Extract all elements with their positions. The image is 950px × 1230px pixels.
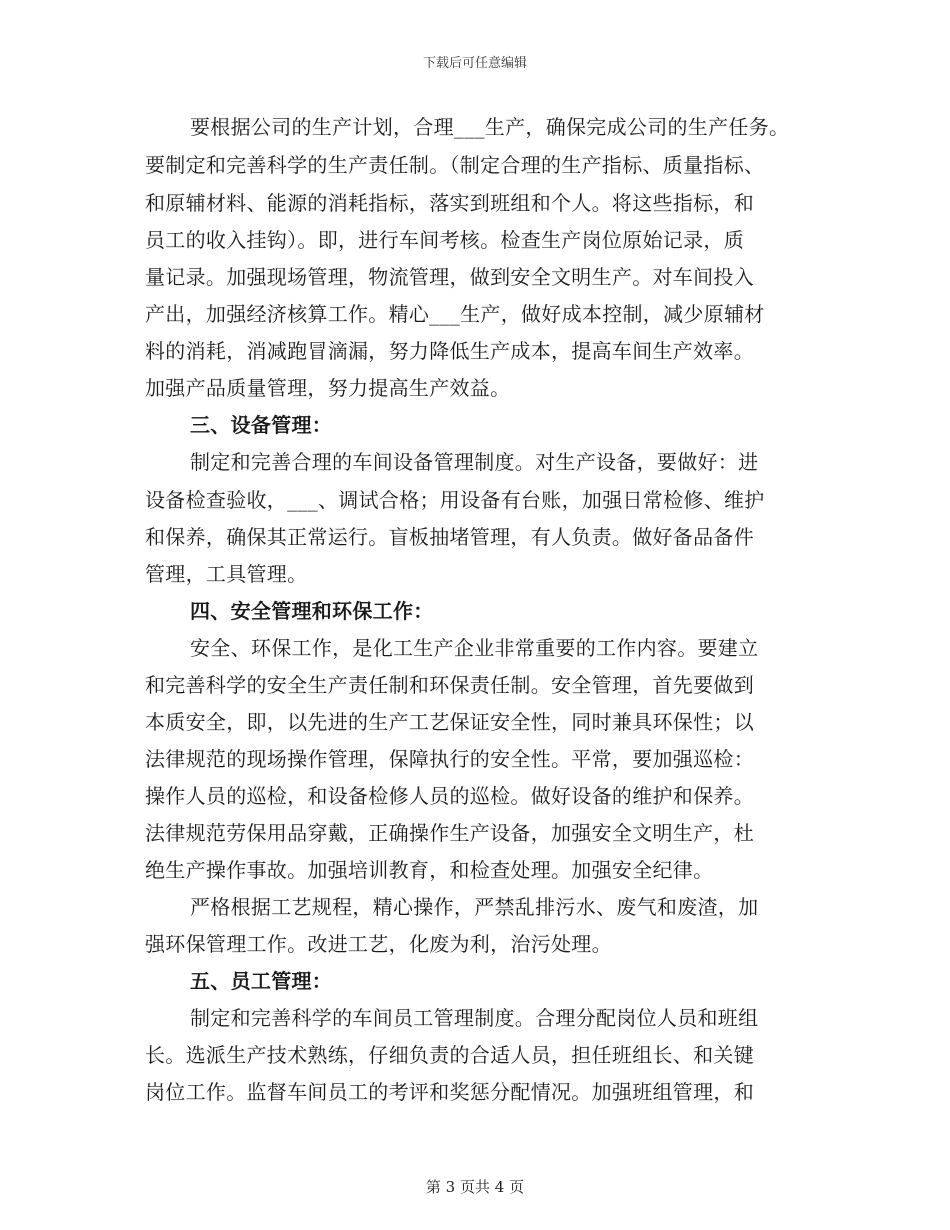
section-heading-staff: 五、员工管理： [190, 969, 333, 993]
paragraph-line: 管理，工具管理。 [145, 562, 308, 586]
paragraph-line: 法律规范劳保用品穿戴，正确操作生产设备，加强安全文明生产，杜 [145, 821, 754, 845]
paragraph-line: 加强产品质量管理，努力提高生产效益。 [145, 376, 511, 400]
paragraph-line: 量记录。加强现场管理，物流管理，做到安全文明生产。对车间投入 [145, 265, 754, 289]
paragraph-line: 严格根据工艺规程，精心操作，严禁乱排污水、废气和废渣，加 [190, 895, 759, 919]
paragraph-line: 和保养，确保其正常运行。盲板抽堵管理，有人负责。做好备品备件 [145, 525, 754, 549]
paragraph-line: 本质安全，即，以先进的生产工艺保证安全性，同时兼具环保性；以 [145, 710, 754, 734]
section-heading-equipment: 三、设备管理： [190, 413, 333, 437]
paragraph-line: 员工的收入挂钩）。即，进行车间考核。检查生产岗位原始记录，质 [145, 228, 744, 252]
paragraph-line: 绝生产操作事故。加强培训教育，和检查处理。加强安全纪律。 [145, 858, 714, 882]
paragraph-line: 岗位工作。监督车间员工的考评和奖惩分配情况。加强班组管理，和 [145, 1080, 754, 1104]
page-number: 第 3 页共 4 页 [425, 1178, 525, 1196]
section-heading-safety: 四、安全管理和环保工作： [190, 599, 434, 623]
paragraph-line: 强环保管理工作。改进工艺，化废为利，治污处理。 [145, 932, 612, 956]
paragraph-line: 制定和完善合理的车间设备管理制度。对生产设备，要做好：进 [190, 450, 759, 474]
paragraph-line: 设备检查验收，___、调试合格；用设备有台账，加强日常检修、维护 [145, 488, 765, 512]
paragraph-line: 产出，加强经济核算工作。精心___生产，做好成本控制，减少原辅材 [145, 302, 765, 326]
paragraph-line: 和完善科学的安全生产责任制和环保责任制。安全管理，首先要做到 [145, 673, 754, 697]
paragraph-line: 制定和完善科学的车间员工管理制度。合理分配岗位人员和班组 [190, 1006, 759, 1030]
paragraph-line: 和原辅材料、能源的消耗指标，落实到班组和个人。将这些指标，和 [145, 191, 754, 215]
paragraph-line: 要根据公司的生产计划，合理___生产，确保完成公司的生产任务。 [190, 115, 790, 139]
paragraph-line: 法律规范的现场操作管理，保障执行的安全性。平常，要加强巡检： [145, 747, 754, 771]
paragraph-line: 安全、环保工作，是化工生产企业非常重要的工作内容。要建立 [190, 636, 759, 660]
paragraph-line: 长。选派生产技术熟练，仔细负责的合适人员，担任班组长、和关键 [145, 1043, 754, 1067]
page-header-note: 下载后可任意编辑 [422, 56, 527, 71]
paragraph-line: 料的消耗，消减跑冒滴漏，努力降低生产成本，提高车间生产效率。 [145, 339, 754, 363]
paragraph-line: 操作人员的巡检，和设备检修人员的巡检。做好设备的维护和保养。 [145, 784, 754, 808]
paragraph-line: 要制定和完善科学的生产责任制。（制定合理的生产指标、质量指标、 [145, 153, 765, 177]
